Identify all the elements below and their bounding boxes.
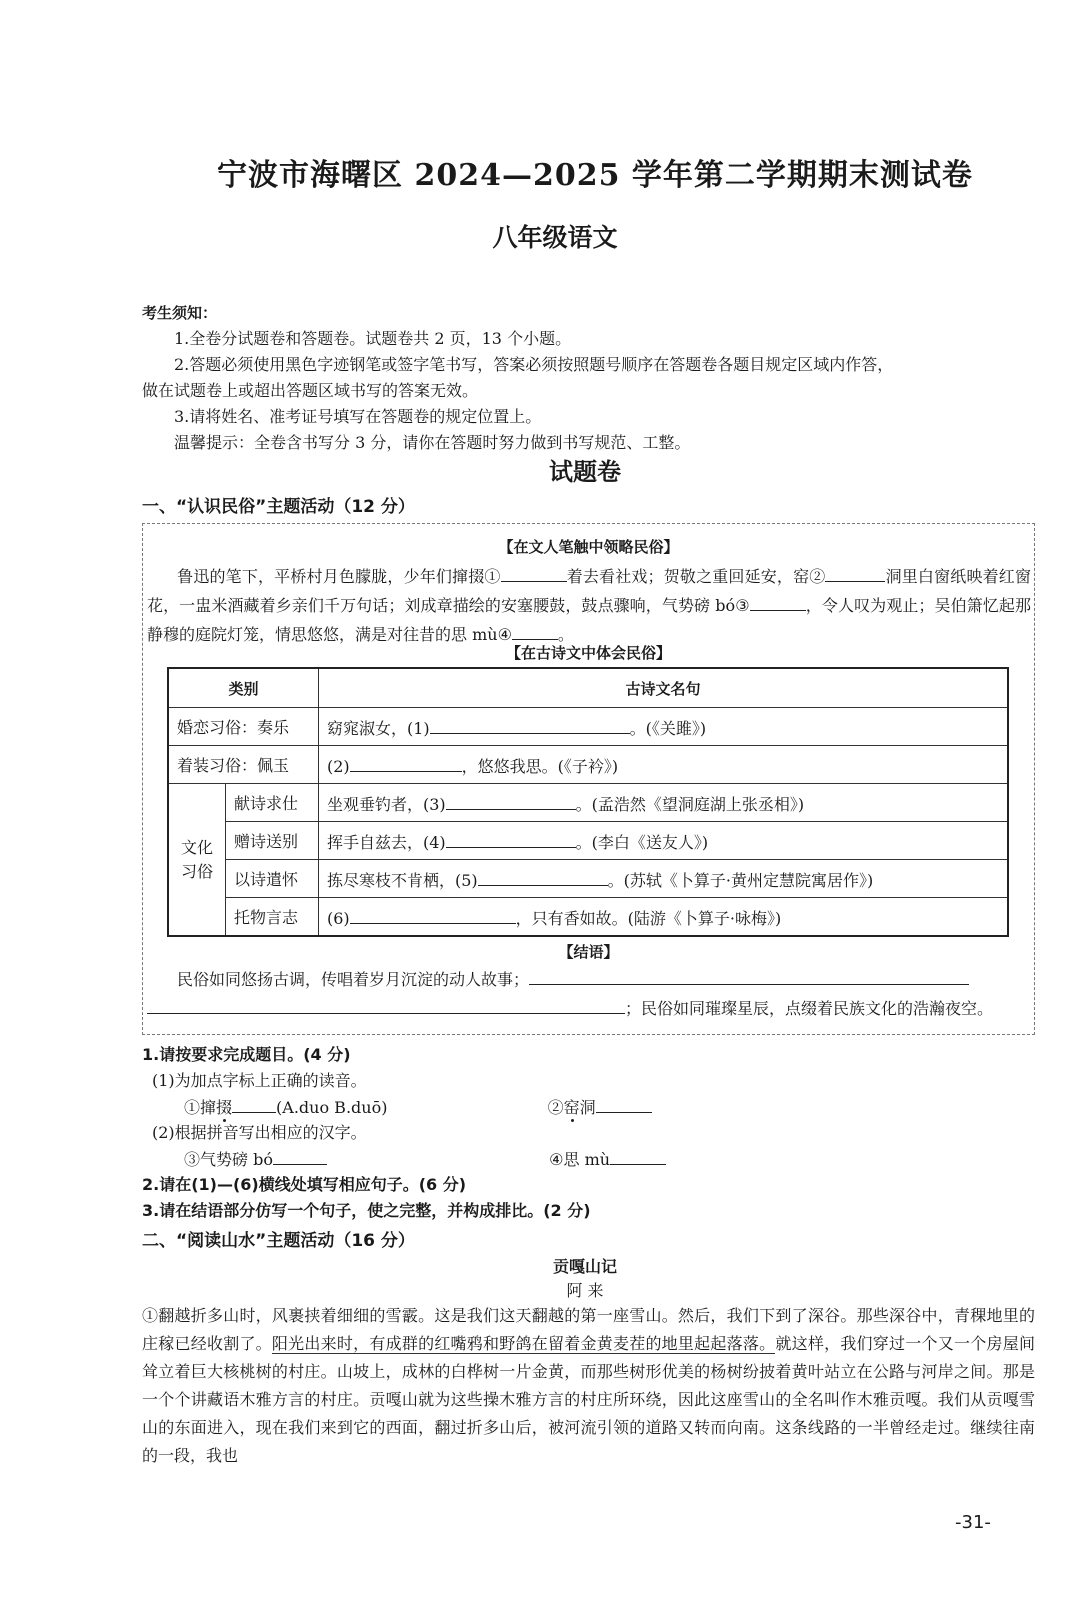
notice-item: 3.请将姓名、准考证号填写在答题卷的规定位置上。: [174, 407, 542, 426]
table-header-category: 类别: [168, 668, 319, 708]
table-row: [168, 822, 1008, 860]
section1-heading: 一、“认识民俗”主题活动（12 分）: [142, 497, 415, 517]
table-header-row: [168, 668, 1008, 708]
table-cell-poem: [319, 898, 1009, 937]
question-1-1: (1)为加点字标上正确的读音。: [152, 1071, 367, 1090]
poem-text: 窈窕淑女，(1): [327, 718, 430, 738]
exam-paper-label: 试题卷: [549, 457, 621, 486]
exam-title: 宁波市海曙区 2024—2025 学年第二学期期末测试卷: [217, 158, 973, 193]
underlined-sentence: 阳光出来时，有成群的红嘴鸦和野鸽在留着金黄麦茬的地里起起落落。: [271, 1334, 776, 1353]
table-cell-category: 托物言志: [226, 898, 319, 937]
article-title: 贡嘎山记: [552, 1257, 617, 1276]
notice-item: 做在试题卷上或超出答题区域书写的答案无效。: [142, 381, 479, 400]
dotted-char: 窑: [563, 1098, 580, 1117]
answer-blank[interactable]: [501, 563, 567, 582]
answer-blank[interactable]: [446, 829, 576, 848]
answer-blank[interactable]: [750, 592, 806, 611]
dotted-char: 掇: [216, 1098, 233, 1117]
candidate-notice: [142, 300, 1042, 456]
notice-heading: 考生须知：: [142, 304, 218, 322]
poem-text: 。(《关雎》): [629, 718, 707, 738]
article-paragraph-1: [142, 1302, 1035, 1470]
para-text: ，令人: [805, 596, 855, 615]
section2-heading: 二、“阅读山水”主题活动（16 分）: [142, 1231, 415, 1251]
page-number: -31-: [955, 1512, 991, 1533]
question-1-1-items: [142, 1094, 1080, 1121]
question-3: [142, 1198, 1042, 1224]
table-row: [168, 784, 1008, 822]
answer-blank[interactable]: [430, 715, 630, 734]
answer-blank[interactable]: [512, 621, 558, 640]
question-text: 2.请在(1)—(6)横线处填写相应句子。(6 分): [142, 1175, 467, 1194]
poem-text: 坐观垂钓者，(3): [327, 794, 446, 814]
answer-blank[interactable]: [446, 791, 576, 810]
question-text: 3.请在结语部分仿写一个句子，使之完整，并构成排比。(2 分): [142, 1201, 591, 1220]
notice-item: 温馨提示：全卷含书写分 3 分，请你在答题时努力做到书写规范、工整。: [174, 433, 691, 452]
table-cell-category: 赠诗送别: [226, 822, 319, 860]
answer-blank[interactable]: [350, 905, 516, 924]
notice-item: 2.答题必须使用黑色字迹钢笔或签字笔书写，答案必须按照题号顺序在答题卷各题目规定区域内作答，: [174, 355, 894, 374]
para-text: 叹为观止；吴伯箫忆起那静穆的庭院灯笼，情思悠悠，满是对往昔的思 mù④: [147, 596, 1031, 644]
para-text: 纸映着红窗花，一盅米酒藏着乡亲们千万句话；刘成章描绘的安塞腰鼓，鼓点骤响，气势磅 bó③: [147, 567, 1031, 615]
answer-blank[interactable]: [596, 1094, 652, 1113]
question-1-2: (2)根据拼音写出相应的汉字。: [152, 1123, 367, 1142]
article-author: 阿 来: [566, 1281, 604, 1300]
para-text: 洞里白窗: [885, 567, 951, 586]
table-row: [168, 898, 1008, 937]
poem-text: (2): [327, 756, 350, 776]
question-2: [142, 1172, 1042, 1198]
folklore-activity-box: [142, 523, 1035, 1035]
answer-blank[interactable]: [478, 867, 608, 886]
item-text: ④思 mù: [549, 1150, 611, 1169]
poem-text: (6): [327, 908, 350, 928]
question-text: 1.请按要求完成题目。(4 分): [142, 1045, 351, 1064]
answer-blank[interactable]: [273, 1146, 327, 1165]
ending-paragraph: [147, 965, 1031, 1023]
para-text: 着去看社戏；贺敬之重回延安，窑②: [566, 567, 826, 586]
table-row: [168, 746, 1008, 784]
table-cell-group: 文化习俗: [168, 784, 226, 937]
answer-blank[interactable]: [610, 1146, 666, 1165]
item-text: (A.duo B.duō): [276, 1098, 388, 1117]
table-row: [168, 860, 1008, 898]
item-text: ②: [547, 1098, 564, 1117]
item-text: ③气势磅 bó: [184, 1150, 273, 1169]
question-1-2-items: [142, 1146, 1080, 1173]
poem-text: 。(孟浩然《望洞庭湖上张丞相》): [575, 794, 805, 814]
exam-subtitle: 八年级语文: [492, 223, 618, 252]
para-text: 。: [557, 625, 574, 644]
answer-blank[interactable]: [350, 753, 462, 772]
article-text: 就这样，我们穿过一个又一个房屋间耸立着巨大核桃树的村庄。山坡上，成林的白桦树一片金黄，而那些树形优美的杨树纷披着黄叶站立在公路与河岸之间。那是一个个讲藏语木雅方言的村庄。贡嘎山就为这些操木雅方言的村庄所环绕，因此这座雪山的全名叫作木雅贡嘎。我们从贡嘎雪山的东面进入，现在我们来到它的西面，翻过折多山后，被河流引领的道路又转而向南。这条线路的一半曾经走过。继续往南的一段，我也: [142, 1334, 1035, 1465]
para-text: 鲁迅的笔下，平桥村月色朦胧，少年们撺掇①: [177, 567, 501, 586]
table-cell-category: 婚恋习俗：奏乐: [168, 708, 319, 746]
table-cell-poem: [319, 860, 1009, 898]
table-row: [168, 708, 1008, 746]
article-text: ①翻越折多山时，风裹挟着细细的雪霰。这是我们这天翻越的第一座雪山。然后，我们下到了深谷。那些深谷中，青稞地里的庄稼已经收割了。: [142, 1306, 1035, 1353]
item-text: 洞: [579, 1098, 596, 1117]
ending-text: 民俗如同悠扬古调，传唱着岁月沉淀的动人故事；: [177, 970, 530, 989]
table-cell-category: 着装习俗：佩玉: [168, 746, 319, 784]
table-cell-poem: [319, 746, 1009, 784]
poem-table: [167, 667, 1009, 937]
question-1: [142, 1042, 1042, 1068]
box-heading-poems: 【在古诗文中体会民俗】: [505, 644, 671, 662]
table-cell-category: 以诗遣怀: [226, 860, 319, 898]
answer-blank[interactable]: [147, 995, 625, 1014]
answer-blank[interactable]: [825, 563, 885, 582]
answer-blank[interactable]: [232, 1094, 276, 1113]
writers-paragraph: [147, 562, 1031, 649]
poem-text: ，悠悠我思。(《子衿》): [461, 756, 619, 776]
poem-text: 拣尽寒枝不肯栖，(5): [327, 870, 478, 890]
answer-blank[interactable]: [529, 966, 969, 985]
table-cell-category: 献诗求仕: [226, 784, 319, 822]
ending-text: ；民俗如同璀璨星辰，点缀着民族文化的浩瀚夜空。: [625, 999, 994, 1018]
poem-text: ，只有香如故。(陆游《卜算子·咏梅》): [515, 908, 782, 928]
poem-text: 挥手自兹去，(4): [327, 832, 446, 852]
table-header-poems: 古诗文名句: [319, 668, 1009, 708]
box-heading-writers: 【在文人笔触中领略民俗】: [498, 538, 679, 556]
poem-text: 。(苏轼《卜算子·黄州定慧院寓居作》): [607, 870, 874, 890]
table-cell-poem: [319, 784, 1009, 822]
table-cell-poem: [319, 708, 1009, 746]
item-text: ①撺: [184, 1098, 217, 1117]
poem-text: 。(李白《送友人》): [575, 832, 709, 852]
table-cell-poem: [319, 822, 1009, 860]
notice-item: 1.全卷分试题卷和答题卷。试题卷共 2 页，13 个小题。: [174, 329, 572, 348]
box-heading-ending: 【结语】: [558, 943, 619, 961]
